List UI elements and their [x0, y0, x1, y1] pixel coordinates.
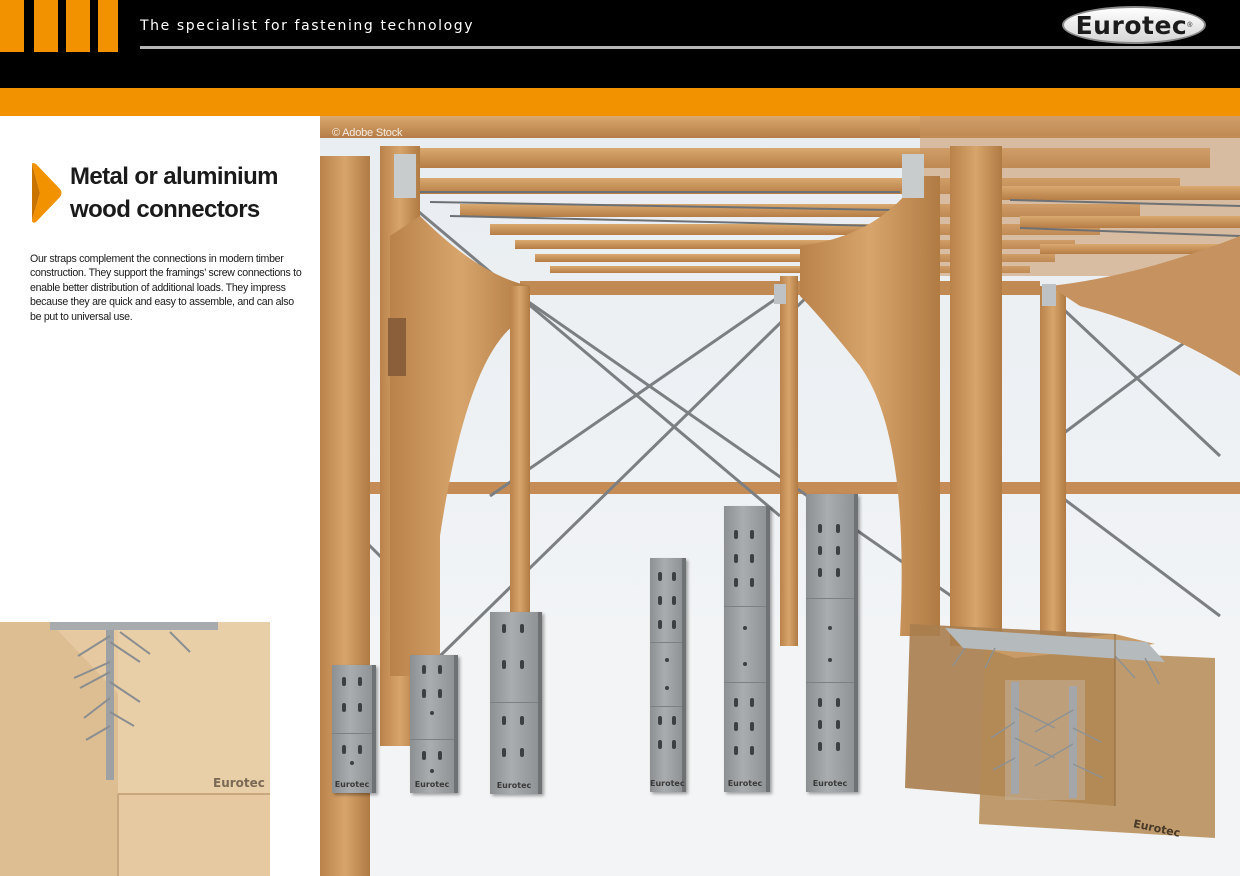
- orange-band: [0, 88, 1240, 116]
- connector-plate: [724, 506, 770, 792]
- plate-brand: Eurotec: [414, 780, 450, 789]
- brand-stripe: [0, 0, 24, 52]
- plate-brand: Eurotec: [650, 779, 685, 788]
- title-line-1: Metal or aluminium: [70, 163, 278, 190]
- beam-assembly-illustration: [895, 618, 1220, 850]
- plate-brand: Eurotec: [727, 779, 763, 788]
- logo-text: Eurotec: [1075, 10, 1188, 40]
- page-header: [0, 0, 1240, 88]
- connector-plate: [410, 655, 458, 793]
- connector-plate: [650, 558, 686, 792]
- connector-plate: [806, 494, 858, 792]
- page-title: [70, 160, 278, 226]
- connector-plate: [332, 665, 376, 793]
- photo-credit: © Adobe Stock: [332, 127, 403, 139]
- plate-brand: Eurotec: [496, 781, 532, 790]
- plate-brand: Eurotec: [334, 780, 370, 789]
- corner-connector-detail: [0, 622, 270, 876]
- plate-brand: Eurotec: [812, 779, 848, 788]
- brand-stripe: [34, 0, 58, 52]
- registered-mark: ®: [1187, 21, 1193, 29]
- assembly-brand-label: Eurotec: [1132, 817, 1182, 840]
- title-line-2: wood connectors: [70, 196, 260, 223]
- brand-stripe: [66, 0, 90, 52]
- eurotec-logo: [1062, 6, 1206, 44]
- detail-brand-label: Eurotec: [213, 776, 265, 790]
- connector-plate: [490, 612, 542, 794]
- header-tagline: The specialist for fastening technology: [140, 18, 475, 34]
- intro-paragraph: Our straps complement the connections in modern timber construction. They support the framings’ screw connections to enable better distribution of additional loads. They impress because they are quick and easy to assemble, and can also be put to universal use.: [30, 253, 302, 323]
- header-rule: [140, 46, 1240, 49]
- brand-stripe: [98, 0, 118, 52]
- orange-arrow-icon: [30, 162, 64, 224]
